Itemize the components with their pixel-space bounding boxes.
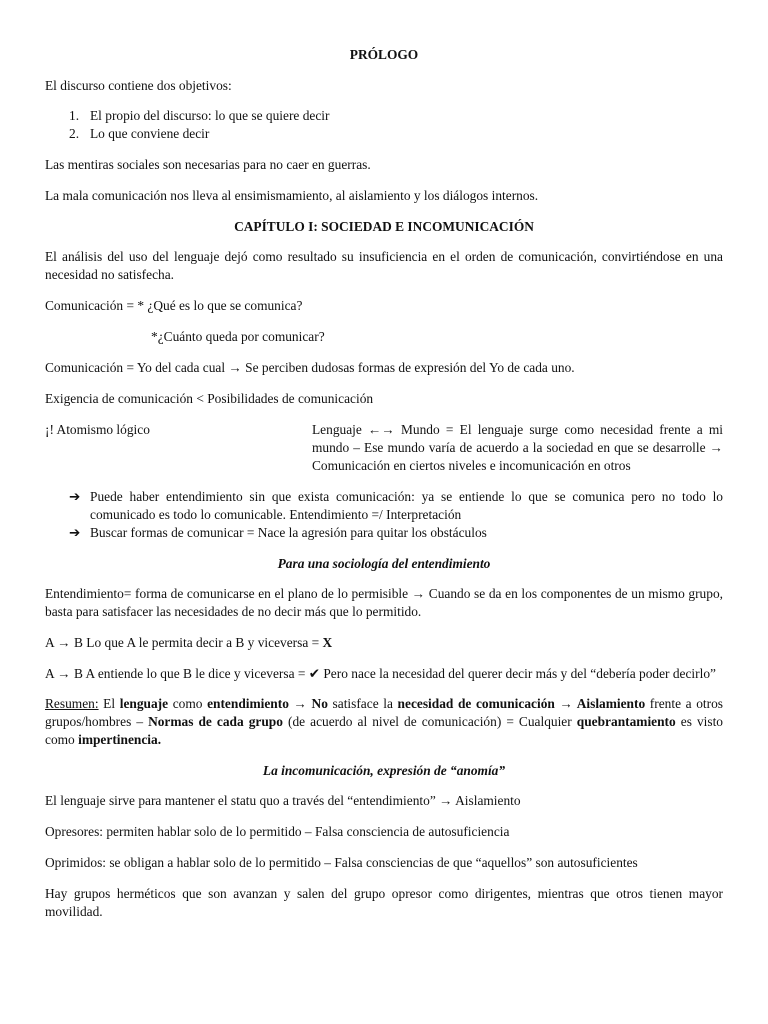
paragraph-hermeticos: Hay grupos herméticos que son avanzan y salen del grupo opresor como dirigentes, mientras que otros tienen mayor movilidad. [45, 886, 723, 919]
paragraph-opresores: Opresores: permiten hablar solo de lo permitido – Falsa consciencia de autosuficiencia [45, 824, 510, 839]
list-text: Puede haber entendimiento sin que exista comunicación: ya se entiende lo que se comunica pero no todo lo comunicado es todo lo comunicable. Entendimiento =/ Interpretación [90, 489, 723, 522]
resumen-bold: necesidad de comunicación → Aislamiento [397, 696, 646, 711]
arrow-right-icon: ➔ [69, 525, 81, 540]
ab-line-2 [45, 665, 723, 683]
list-text: Lo que conviene decir [90, 126, 210, 141]
objectives-list [45, 107, 723, 143]
intro-paragraph: El discurso contiene dos objetivos: [45, 78, 232, 93]
resumen-text: es visto como [45, 714, 723, 747]
list-text: Buscar formas de comunicar = Nace la agresión para quitar los obstáculos [90, 525, 487, 540]
paragraph-analisis: El análisis del uso del lenguaje dejó como resultado su insuficiencia en el orden de comunicación, convirtiéndose en una necesidad no satisfecha. [45, 249, 723, 282]
paragraph-statu-quo: El lenguaje sirve para mantener el statu quo a través del “entendimiento” → Aislamiento [45, 793, 521, 808]
resumen-text: frente a otros grupos/hombres – [45, 696, 723, 729]
resumen-bold: No [311, 696, 328, 711]
arrow-list [45, 488, 723, 542]
list-number: 2. [69, 126, 80, 141]
list-item [45, 488, 723, 524]
list-item [45, 107, 723, 125]
atomismo-row [45, 421, 723, 475]
ab-line-1-text: A → B Lo que A le permita decir a B y viceversa = [45, 635, 323, 650]
list-item [45, 524, 723, 542]
paragraph-entendimiento: Entendimiento= forma de comunicarse en el plano de lo permisible → Cuando se da en los componentes de un mismo grupo, basta para satisfacer las necesidades de no decir más que lo permitido. [45, 586, 723, 619]
paragraph-mentiras: Las mentiras sociales son necesarias para no caer en guerras. [45, 157, 371, 172]
section-heading-sociologia: Para una sociología del entendimiento [277, 556, 491, 571]
resumen-bold: Normas de cada grupo [148, 714, 283, 729]
comunicacion-yo: Comunicación = Yo del cada cual → Se perciben dudosas formas de expresión del Yo de cada uno. [45, 360, 575, 375]
resumen-text: (de acuerdo al nivel de comunicación) = Cualquier [282, 714, 577, 729]
list-number: 1. [69, 108, 80, 123]
list-text: El propio del discurso: lo que se quiere decir [90, 108, 330, 123]
comunicacion-question-2: *¿Cuánto queda por comunicar? [151, 329, 325, 344]
resumen-text: El [98, 696, 120, 711]
chapter-heading: CAPÍTULO I: SOCIEDAD E INCOMUNICACIÓN [234, 219, 534, 234]
section-heading-incomunicacion: La incomunicación, expresión de “anomía” [262, 763, 506, 778]
comunicacion-question-1: Comunicación = * ¿Qué es lo que se comunica? [45, 298, 303, 313]
atomismo-text: Lenguaje ←→ Mundo = El lenguaje surge como necesidad frente a mi mundo – Ese mundo varía de acuerdo a la sociedad en que se desarrolle → Comunicación en ciertos niveles e incomunicación en otros [312, 422, 723, 473]
resumen-text: satisface la [327, 696, 398, 711]
document-page [45, 46, 723, 921]
arrow-right-icon: ➔ [69, 489, 81, 504]
ab-line-2-text: A → B A entiende lo que B le dice y viceversa = [45, 666, 309, 681]
exigencia-line: Exigencia de comunicación < Posibilidades de comunicación [45, 391, 374, 406]
resumen-paragraph [45, 695, 723, 749]
resumen-text: como [168, 696, 208, 711]
paragraph-mala-comunicacion: La mala comunicación nos lleva al ensimismamiento, al aislamiento y los diálogos internos. [45, 188, 539, 203]
resumen-bold: quebrantamiento [576, 714, 676, 729]
checkmark-icon: ✔ [308, 666, 321, 681]
resumen-text: → [288, 696, 312, 711]
paragraph-oprimidos: Oprimidos: se obligan a hablar solo de lo permitido – Falsa consciencias de que “aquellos” son autosuficientes [45, 855, 638, 870]
list-item [45, 125, 723, 143]
atomismo-label: ¡! Atomismo lógico [45, 422, 150, 437]
resumen-bold: impertinencia. [78, 732, 162, 747]
resumen-bold: entendimiento [207, 696, 289, 711]
ab-line-2-rest: Pero nace la necesidad del querer decir más y del “debería poder decirlo” [320, 666, 716, 681]
prologue-title: PRÓLOGO [349, 47, 419, 62]
resumen-label: Resumen: [45, 696, 99, 711]
ab-line-1 [45, 634, 723, 652]
x-mark: X [322, 635, 333, 650]
resumen-bold: lenguaje [119, 696, 169, 711]
